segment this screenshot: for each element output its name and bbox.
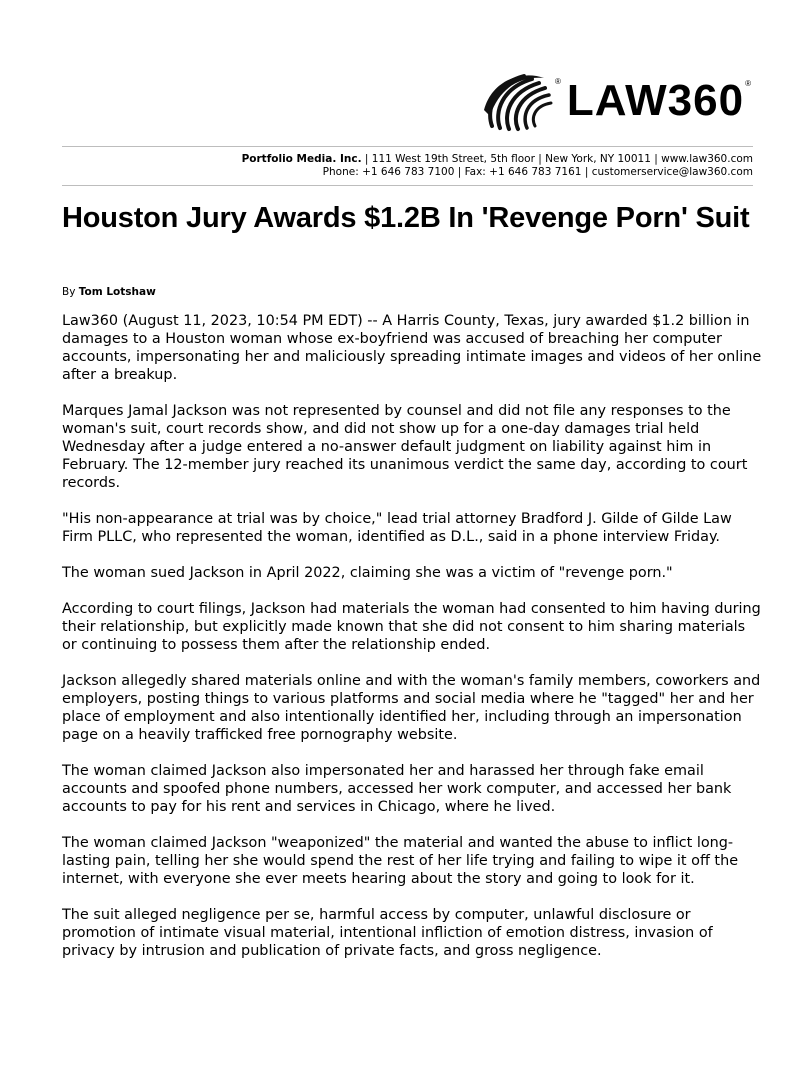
- address-text: | 111 West 19th Street, 5th floor | New York, NY 10011 | www.law360.com: [361, 153, 753, 165]
- phone-line: Phone: +1 646 783 7100 | Fax: +1 646 783 7161 | customerservice@law360.com: [322, 166, 753, 178]
- registered-mark: ®: [555, 76, 561, 86]
- company-name: Portfolio Media. Inc.: [241, 153, 362, 165]
- paragraph: The suit alleged negligence per se, harmful access by computer, unlawful disclosure or promotion of intimate visual material, intentional infliction of emotion distress, invasion of privacy by intrusion and publication of private facts, and gross negligence.: [62, 907, 713, 959]
- paragraph: The woman claimed Jackson "weaponized" the material and wanted the abuse to inflict long-lasting pain, telling her she would spend the rest of her life trying and failing to wipe it off the internet, with everyone she ever meets hearing about the story and going to look for it.: [62, 835, 739, 887]
- globe-swirl-icon: [482, 70, 554, 132]
- byline: [62, 286, 156, 298]
- author-name: Tom Lotshaw: [78, 286, 156, 298]
- registered-mark-2: ®: [745, 78, 751, 88]
- law360-logo: [482, 70, 751, 132]
- article-body: [62, 312, 762, 978]
- paragraph: Law360 (August 11, 2023, 10:54 PM EDT) -- A Harris County, Texas, jury awarded $1.2 billion in damages to a Houston woman whose ex-boyfriend was accused of breaching her computer accounts, impersonating her and maliciously spreading intimate images and videos of her online after a breakup.: [62, 313, 762, 383]
- paragraph: Marques Jamal Jackson was not represented by counsel and did not file any responses to the woman's suit, court records show, and did not show up for a one-day damages trial held Wednesday after a judge entered a no-answer default judgment on liability against him in February. The 12-member jury reached its unanimous verdict the same day, according to court records.: [62, 403, 748, 491]
- publisher-contact: [242, 153, 753, 179]
- paragraph: The woman sued Jackson in April 2022, claiming she was a victim of "revenge porn.": [62, 565, 673, 581]
- logo-wordmark: LAW360: [566, 76, 745, 125]
- header-divider-bottom: [62, 185, 753, 186]
- address-line: [242, 153, 753, 166]
- article-headline: Houston Jury Awards $1.2B In 'Revenge Porn' Suit: [62, 202, 750, 234]
- header-divider-top: [62, 146, 753, 147]
- paragraph: "His non-appearance at trial was by choice," lead trial attorney Bradford J. Gilde of Gilde Law Firm PLLC, who represented the woman, identified as D.L., said in a phone interview Friday.: [62, 511, 732, 545]
- paragraph: Jackson allegedly shared materials online and with the woman's family members, coworkers and employers, posting things to various platforms and social media where he "tagged" her and her place of employment and also intentionally identified her, including through an impersonation page on a heavily trafficked free pornography website.: [62, 673, 761, 743]
- paragraph: The woman claimed Jackson also impersonated her and harassed her through fake email accounts and spoofed phone numbers, accessed her work computer, and accessed her bank accounts to pay for his rent and services in Chicago, where he lived.: [62, 763, 732, 815]
- paragraph: According to court filings, Jackson had materials the woman had consented to him having during their relationship, but explicitly made known that she did not consent to him sharing materials or continuing to possess them after the relationship ended.: [62, 601, 761, 653]
- byline-prefix: By: [62, 286, 79, 298]
